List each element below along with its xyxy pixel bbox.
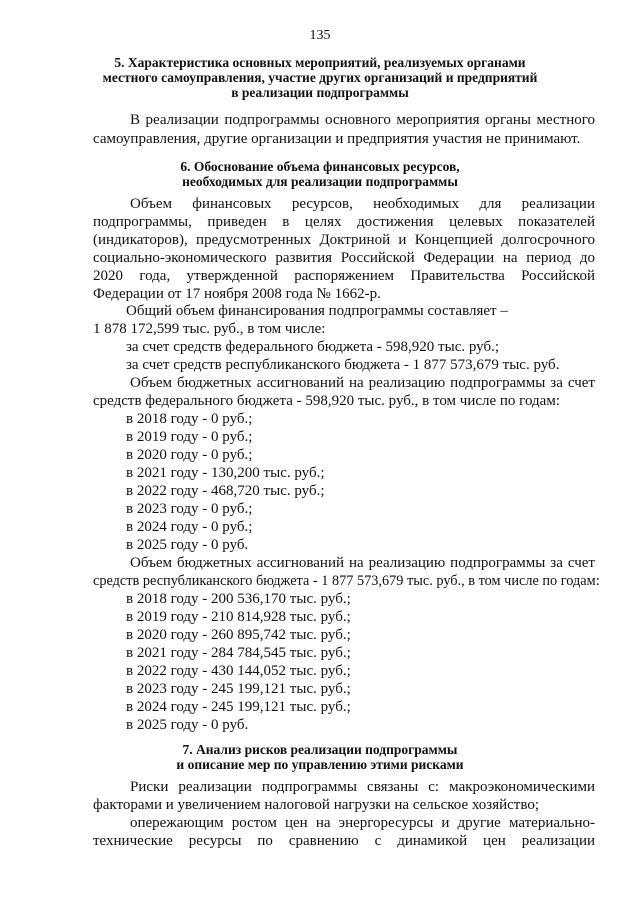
paragraph-line: В реализации подпрограммы основного мероприятия органы местного: [130, 112, 595, 128]
heading-line: 6. Обоснование объема финансовых ресурсов,: [180, 159, 460, 174]
list-item: в 2018 году - 200 536,170 тыс. руб.;: [126, 591, 351, 607]
list-item: в 2019 году - 0 руб.;: [126, 429, 253, 445]
section-6-heading: [60, 159, 580, 189]
paragraph-line: Федерации от 17 ноября 2008 года № 1662-р.: [93, 286, 381, 302]
republic-intro-line: средств республиканского бюджета - 1 877 573,679 тыс. руб., в том числе по годам:: [93, 573, 600, 589]
paragraph-line: факторами и увеличением налоговой нагрузки на сельское хозяйство;: [93, 797, 539, 813]
funding-source-republic: за счет средств республиканского бюджета - 1 877 573,679 тыс. руб.: [126, 357, 560, 373]
list-item: в 2025 году - 0 руб.: [126, 537, 249, 553]
heading-line: и описание мер по управлению этими рисками: [176, 757, 464, 772]
section-5-heading: [60, 55, 580, 100]
section-7-heading: [60, 742, 580, 772]
heading-line: 7. Анализ рисков реализации подпрограммы: [182, 742, 458, 757]
list-item: в 2022 году - 430 144,052 тыс. руб.;: [126, 663, 351, 679]
funding-source-federal: за счет средств федерального бюджета - 598,920 тыс. руб.;: [126, 339, 500, 355]
list-item: в 2019 году - 210 814,928 тыс. руб.;: [126, 609, 351, 625]
total-funding-line: Общий объем финансирования подпрограммы составляет –: [126, 303, 508, 319]
heading-line: необходимых для реализации подпрограммы: [182, 174, 458, 189]
list-item: в 2024 году - 0 руб.;: [126, 519, 253, 535]
paragraph-line: Объем финансовых ресурсов, необходимых для реализации: [130, 196, 595, 212]
paragraph-line: Риски реализации подпрограммы связаны с: макроэкономическими: [130, 779, 595, 795]
federal-intro-line: средств федерального бюджета - 598,920 тыс. руб., в том числе по годам:: [93, 393, 560, 409]
list-item: в 2025 году - 0 руб.: [126, 717, 249, 733]
heading-line: в реализации подпрограммы: [231, 85, 409, 100]
paragraph-line: опережающим ростом цен на энергоресурсы и другие материально-: [130, 815, 595, 831]
total-funding-amount: 1 878 172,599 тыс. руб., в том числе:: [93, 321, 326, 337]
heading-line: 5. Характеристика основных мероприятий, реализуемых органами: [114, 55, 526, 70]
list-item: в 2023 году - 0 руб.;: [126, 501, 253, 517]
list-item: в 2022 году - 468,720 тыс. руб.;: [126, 483, 325, 499]
republic-intro-line: Объем бюджетных ассигнований на реализацию подпрограммы за счет: [130, 555, 595, 571]
paragraph-line: подпрограммы, приведен в целях достижения целевых показателей: [93, 214, 595, 230]
paragraph-line: технические ресурсы по сравнению с динамикой цен реализации: [93, 833, 595, 849]
list-item: в 2020 году - 260 895,742 тыс. руб.;: [126, 627, 351, 643]
heading-line: местного самоуправления, участие других организаций и предприятий: [102, 70, 538, 85]
list-item: в 2023 году - 245 199,121 тыс. руб.;: [126, 681, 351, 697]
page-number: 135: [309, 28, 331, 43]
list-item: в 2021 году - 130,200 тыс. руб.;: [126, 465, 325, 481]
paragraph-line: (индикаторов), предусмотренных Доктриной и Концепцией долгосрочного: [93, 232, 595, 248]
paragraph-line: 2020 года, утвержденной распоряжением Правительства Российской: [93, 268, 595, 284]
federal-intro-line: Объем бюджетных ассигнований на реализацию подпрограммы за счет: [130, 375, 595, 391]
list-item: в 2020 году - 0 руб.;: [126, 447, 253, 463]
paragraph-line: социально-экономического развития Российской Федерации на период до: [93, 250, 595, 266]
list-item: в 2024 году - 245 199,121 тыс. руб.;: [126, 699, 351, 715]
paragraph-line: самоуправления, другие организации и предприятия участия не принимают.: [93, 131, 581, 147]
list-item: в 2021 году - 284 784,545 тыс. руб.;: [126, 645, 351, 661]
list-item: в 2018 году - 0 руб.;: [126, 411, 253, 427]
